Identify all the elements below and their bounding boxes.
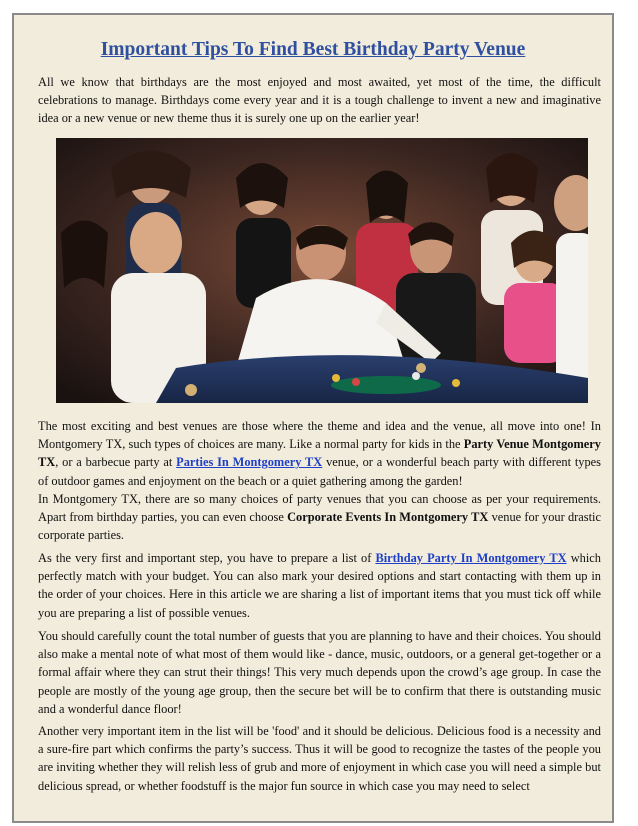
- keyword-party-venue: Party Venue Montgomery TX: [38, 437, 601, 470]
- document-page: [12, 13, 614, 823]
- keyword-corporate-events: Corporate Events In Montgomery TX: [287, 510, 489, 525]
- paragraph-venues: The most exciting and best venues are those where the theme and idea and the venue, all move into one! In Montgomery TX, such types of choices are many. Like a normal party for kids in the Party Venue Montgomery TX, or a barbecue party at Parties In Montgomery TX venue, or a wonderful beach party with different types of outdoor games and enjoyment on the beach or a quiet gathering among the garden!: [38, 419, 601, 488]
- paragraph-first-step: As the very first and important step, you have to prepare a list of Birthday Party In Montgomery TX which perfectly match with your budget. You can also mark your desired options and start contacting with them up in the order of your choices. Here in this article we are sharing a list of important items that you must tick off while you are preparing a list of possible venues.: [38, 551, 601, 620]
- link-birthday-party[interactable]: Birthday Party In Montgomery TX: [375, 551, 567, 565]
- document-title: Important Tips To Find Best Birthday Party Venue: [100, 39, 526, 60]
- link-parties-in-montgomery[interactable]: Parties In Montgomery TX: [176, 455, 323, 470]
- paragraph-guests: You should carefully count the total number of guests that you are planning to have and their choices. You should also make a mental note of what most of them would like - dance, music, outdoors, or a general get-together or a formal affair where they can strut their things! This very much depends upon the crowd’s age group. In case the people are mostly of the young age group, then the secure bet will be to confirm that there is outstanding music and a wonderful dance floor!: [38, 629, 601, 716]
- intro-paragraph: All we know that birthdays are the most enjoyed and most awaited, yet most of the time, the difficult celebrations to manage. Birthdays come every year and it is a tough challenge to invent a new and imaginative idea or a new venue or new theme thus it is surely one up on the earlier year!: [38, 75, 601, 126]
- party-photo: [56, 138, 588, 403]
- paragraph-choices: In Montgomery TX, there are so many choices of party venues that you can choose as per your requirements. Apart from birthday parties, you can even choose Corporate Events In Montgomery TX venue for your drastic corporate parties.: [38, 492, 602, 543]
- paragraph-food: Another very important item in the list will be 'food' and it should be delicious. Delicious food is a necessity and a sure-fire part which confirms the party’s success. Thus it will be good to recognize the tastes of the people you are inviting whether they will relish less of grub and more of enjoyment in which case you will need a simple but delicious spread, or whether foodstuff is the major fun source in which case you may need to select: [38, 724, 601, 793]
